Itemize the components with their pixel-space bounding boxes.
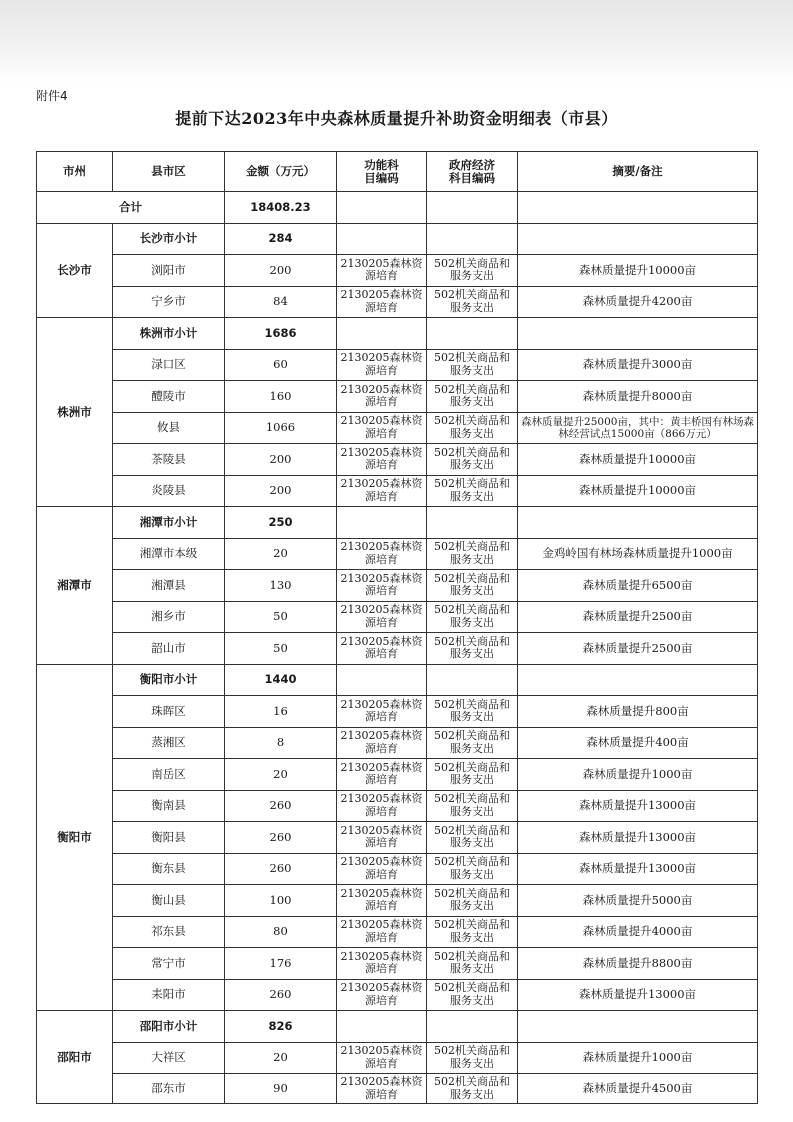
county-amount: 260 [225,822,337,854]
subtotal-label: 湘潭市小计 [113,507,225,539]
county-row [37,475,758,507]
county-row [37,979,758,1011]
economic-code-cell: 502机关商品和 服务支出 [427,255,518,287]
remark-cell: 森林质量提升10000亩 [518,444,758,476]
county-name: 衡南县 [113,790,225,822]
county-name: 湘潭市本级 [113,538,225,570]
county-amount: 260 [225,790,337,822]
subtotal-amount: 826 [225,1011,337,1043]
county-name: 衡阳县 [113,822,225,854]
county-name: 湘潭县 [113,570,225,602]
remark-cell: 森林质量提升13000亩 [518,853,758,885]
county-name: 茶陵县 [113,444,225,476]
remark-cell: 森林质量提升2500亩 [518,633,758,665]
economic-code-cell: 502机关商品和 服务支出 [427,790,518,822]
county-name: 邵东市 [113,1074,225,1104]
total-row [37,192,758,224]
remark-cell: 森林质量提升13000亩 [518,979,758,1011]
remark-cell: 森林质量提升10000亩 [518,255,758,287]
remark-cell: 森林质量提升8000亩 [518,381,758,413]
remark-cell: 森林质量提升1000亩 [518,759,758,791]
function-code-cell: 2130205森林资 源培育 [337,822,427,854]
economic-code-cell: 502机关商品和 服务支出 [427,381,518,413]
remark-cell: 森林质量提升25000亩，其中：黄丰桥国有林场森林经营试点15000亩（866万元） [518,412,758,444]
county-amount: 200 [225,255,337,287]
county-amount: 130 [225,570,337,602]
subtotal-row [37,507,758,539]
subtotal-row [37,223,758,255]
county-amount: 260 [225,979,337,1011]
economic-code-cell: 502机关商品和 服务支出 [427,822,518,854]
county-row [37,633,758,665]
county-name: 珠晖区 [113,696,225,728]
remark-cell: 森林质量提升13000亩 [518,822,758,854]
remark-cell: 森林质量提升4000亩 [518,916,758,948]
city-cell: 衡阳市 [37,664,113,1011]
county-amount: 200 [225,444,337,476]
county-name: 耒阳市 [113,979,225,1011]
county-name: 浏阳市 [113,255,225,287]
economic-code-cell: 502机关商品和 服务支出 [427,885,518,917]
subtotal-label: 邵阳市小计 [113,1011,225,1043]
county-name: 南岳区 [113,759,225,791]
county-amount: 90 [225,1074,337,1104]
economic-code-cell: 502机关商品和 服务支出 [427,853,518,885]
remark-cell: 森林质量提升8800亩 [518,948,758,980]
county-row [37,570,758,602]
county-amount: 20 [225,759,337,791]
county-row [37,853,758,885]
county-amount: 20 [225,1042,337,1074]
remark-cell: 森林质量提升2500亩 [518,601,758,633]
county-name: 韶山市 [113,633,225,665]
fund-detail-table [36,151,758,1104]
scan-shadow-band [0,0,793,84]
county-amount: 16 [225,696,337,728]
county-name: 渌口区 [113,349,225,381]
subtotal-row [37,318,758,350]
function-code-cell: 2130205森林资 源培育 [337,412,427,444]
function-code-cell: 2130205森林资 源培育 [337,570,427,602]
function-code-cell: 2130205森林资 源培育 [337,1074,427,1104]
subtotal-amount: 1686 [225,318,337,350]
county-row [37,759,758,791]
economic-code-cell: 502机关商品和 服务支出 [427,727,518,759]
county-amount: 50 [225,633,337,665]
economic-code-cell: 502机关商品和 服务支出 [427,349,518,381]
function-code-cell: 2130205森林资 源培育 [337,633,427,665]
county-amount: 260 [225,853,337,885]
county-amount: 80 [225,916,337,948]
county-name: 蒸湘区 [113,727,225,759]
attachment-label: 附件4 [36,89,68,103]
county-amount: 50 [225,601,337,633]
function-code-cell: 2130205森林资 源培育 [337,1042,427,1074]
county-amount: 176 [225,948,337,980]
county-row [37,790,758,822]
economic-code-cell: 502机关商品和 服务支出 [427,412,518,444]
header-city: 市州 [37,152,113,192]
remark-cell: 森林质量提升800亩 [518,696,758,728]
function-code-cell: 2130205森林资 源培育 [337,538,427,570]
subtotal-row [37,1011,758,1043]
county-name: 醴陵市 [113,381,225,413]
county-row [37,412,758,444]
county-name: 大祥区 [113,1042,225,1074]
remark-cell: 森林质量提升3000亩 [518,349,758,381]
county-row [37,885,758,917]
county-name: 衡山县 [113,885,225,917]
remark-cell: 森林质量提升4500亩 [518,1074,758,1104]
city-cell: 长沙市 [37,223,113,318]
subtotal-amount: 1440 [225,664,337,696]
county-name: 祁东县 [113,916,225,948]
function-code-cell: 2130205森林资 源培育 [337,601,427,633]
function-code-cell: 2130205森林资 源培育 [337,916,427,948]
economic-code-cell: 502机关商品和 服务支出 [427,538,518,570]
remark-cell: 森林质量提升10000亩 [518,475,758,507]
county-row [37,601,758,633]
header-amount: 金额（万元） [225,152,337,192]
remark-cell: 金鸡岭国有林场森林质量提升1000亩 [518,538,758,570]
economic-code-cell: 502机关商品和 服务支出 [427,916,518,948]
header-economic-code: 政府经济 科目编码 [427,152,518,192]
function-code-cell: 2130205森林资 源培育 [337,979,427,1011]
city-cell: 湘潭市 [37,507,113,665]
document-title: 提前下达2023年中央森林质量提升补助资金明细表（市县） [175,109,618,128]
remark-cell: 森林质量提升5000亩 [518,885,758,917]
economic-code-cell: 502机关商品和 服务支出 [427,759,518,791]
function-code-cell: 2130205森林资 源培育 [337,444,427,476]
county-amount: 60 [225,349,337,381]
county-row [37,349,758,381]
county-row [37,286,758,318]
economic-code-cell: 502机关商品和 服务支出 [427,979,518,1011]
total-label: 合计 [37,192,225,224]
subtotal-row [37,664,758,696]
city-cell: 邵阳市 [37,1011,113,1104]
economic-code-cell: 502机关商品和 服务支出 [427,601,518,633]
function-code-cell: 2130205森林资 源培育 [337,381,427,413]
remark-cell: 森林质量提升400亩 [518,727,758,759]
county-name: 宁乡市 [113,286,225,318]
county-name: 湘乡市 [113,601,225,633]
county-name: 常宁市 [113,948,225,980]
table-header-row [37,152,758,192]
subtotal-amount: 250 [225,507,337,539]
function-code-cell: 2130205森林资 源培育 [337,696,427,728]
function-code-cell: 2130205森林资 源培育 [337,286,427,318]
county-row [37,916,758,948]
subtotal-label: 株洲市小计 [113,318,225,350]
function-code-cell: 2130205森林资 源培育 [337,255,427,287]
economic-code-cell: 502机关商品和 服务支出 [427,444,518,476]
county-row [37,255,758,287]
county-amount: 84 [225,286,337,318]
function-code-cell: 2130205森林资 源培育 [337,885,427,917]
economic-code-cell: 502机关商品和 服务支出 [427,286,518,318]
county-row [37,727,758,759]
total-amount: 18408.23 [225,192,337,224]
function-code-cell: 2130205森林资 源培育 [337,349,427,381]
subtotal-label: 长沙市小计 [113,223,225,255]
economic-code-cell: 502机关商品和 服务支出 [427,696,518,728]
city-cell: 株洲市 [37,318,113,507]
economic-code-cell: 502机关商品和 服务支出 [427,948,518,980]
header-remark: 摘要/备注 [518,152,758,192]
county-name: 攸县 [113,412,225,444]
economic-code-cell: 502机关商品和 服务支出 [427,1042,518,1074]
county-name: 炎陵县 [113,475,225,507]
function-code-cell: 2130205森林资 源培育 [337,853,427,885]
county-amount: 200 [225,475,337,507]
county-amount: 20 [225,538,337,570]
county-name: 衡东县 [113,853,225,885]
county-row [37,444,758,476]
economic-code-cell: 502机关商品和 服务支出 [427,475,518,507]
table-body [37,192,758,1104]
county-row [37,1042,758,1074]
remark-cell: 森林质量提升6500亩 [518,570,758,602]
subtotal-amount: 284 [225,223,337,255]
header-function-code: 功能科 目编码 [337,152,427,192]
county-amount: 160 [225,381,337,413]
economic-code-cell: 502机关商品和 服务支出 [427,1074,518,1104]
county-amount: 100 [225,885,337,917]
county-row [37,1074,758,1104]
function-code-cell: 2130205森林资 源培育 [337,759,427,791]
function-code-cell: 2130205森林资 源培育 [337,948,427,980]
function-code-cell: 2130205森林资 源培育 [337,475,427,507]
county-amount: 1066 [225,412,337,444]
county-row [37,381,758,413]
function-code-cell: 2130205森林资 源培育 [337,727,427,759]
header-county: 县市区 [113,152,225,192]
county-row [37,822,758,854]
economic-code-cell: 502机关商品和 服务支出 [427,570,518,602]
function-code-cell: 2130205森林资 源培育 [337,790,427,822]
economic-code-cell: 502机关商品和 服务支出 [427,633,518,665]
county-row [37,696,758,728]
county-row [37,948,758,980]
county-amount: 8 [225,727,337,759]
remark-cell: 森林质量提升1000亩 [518,1042,758,1074]
remark-cell: 森林质量提升13000亩 [518,790,758,822]
county-row [37,538,758,570]
subtotal-label: 衡阳市小计 [113,664,225,696]
remark-cell: 森林质量提升4200亩 [518,286,758,318]
